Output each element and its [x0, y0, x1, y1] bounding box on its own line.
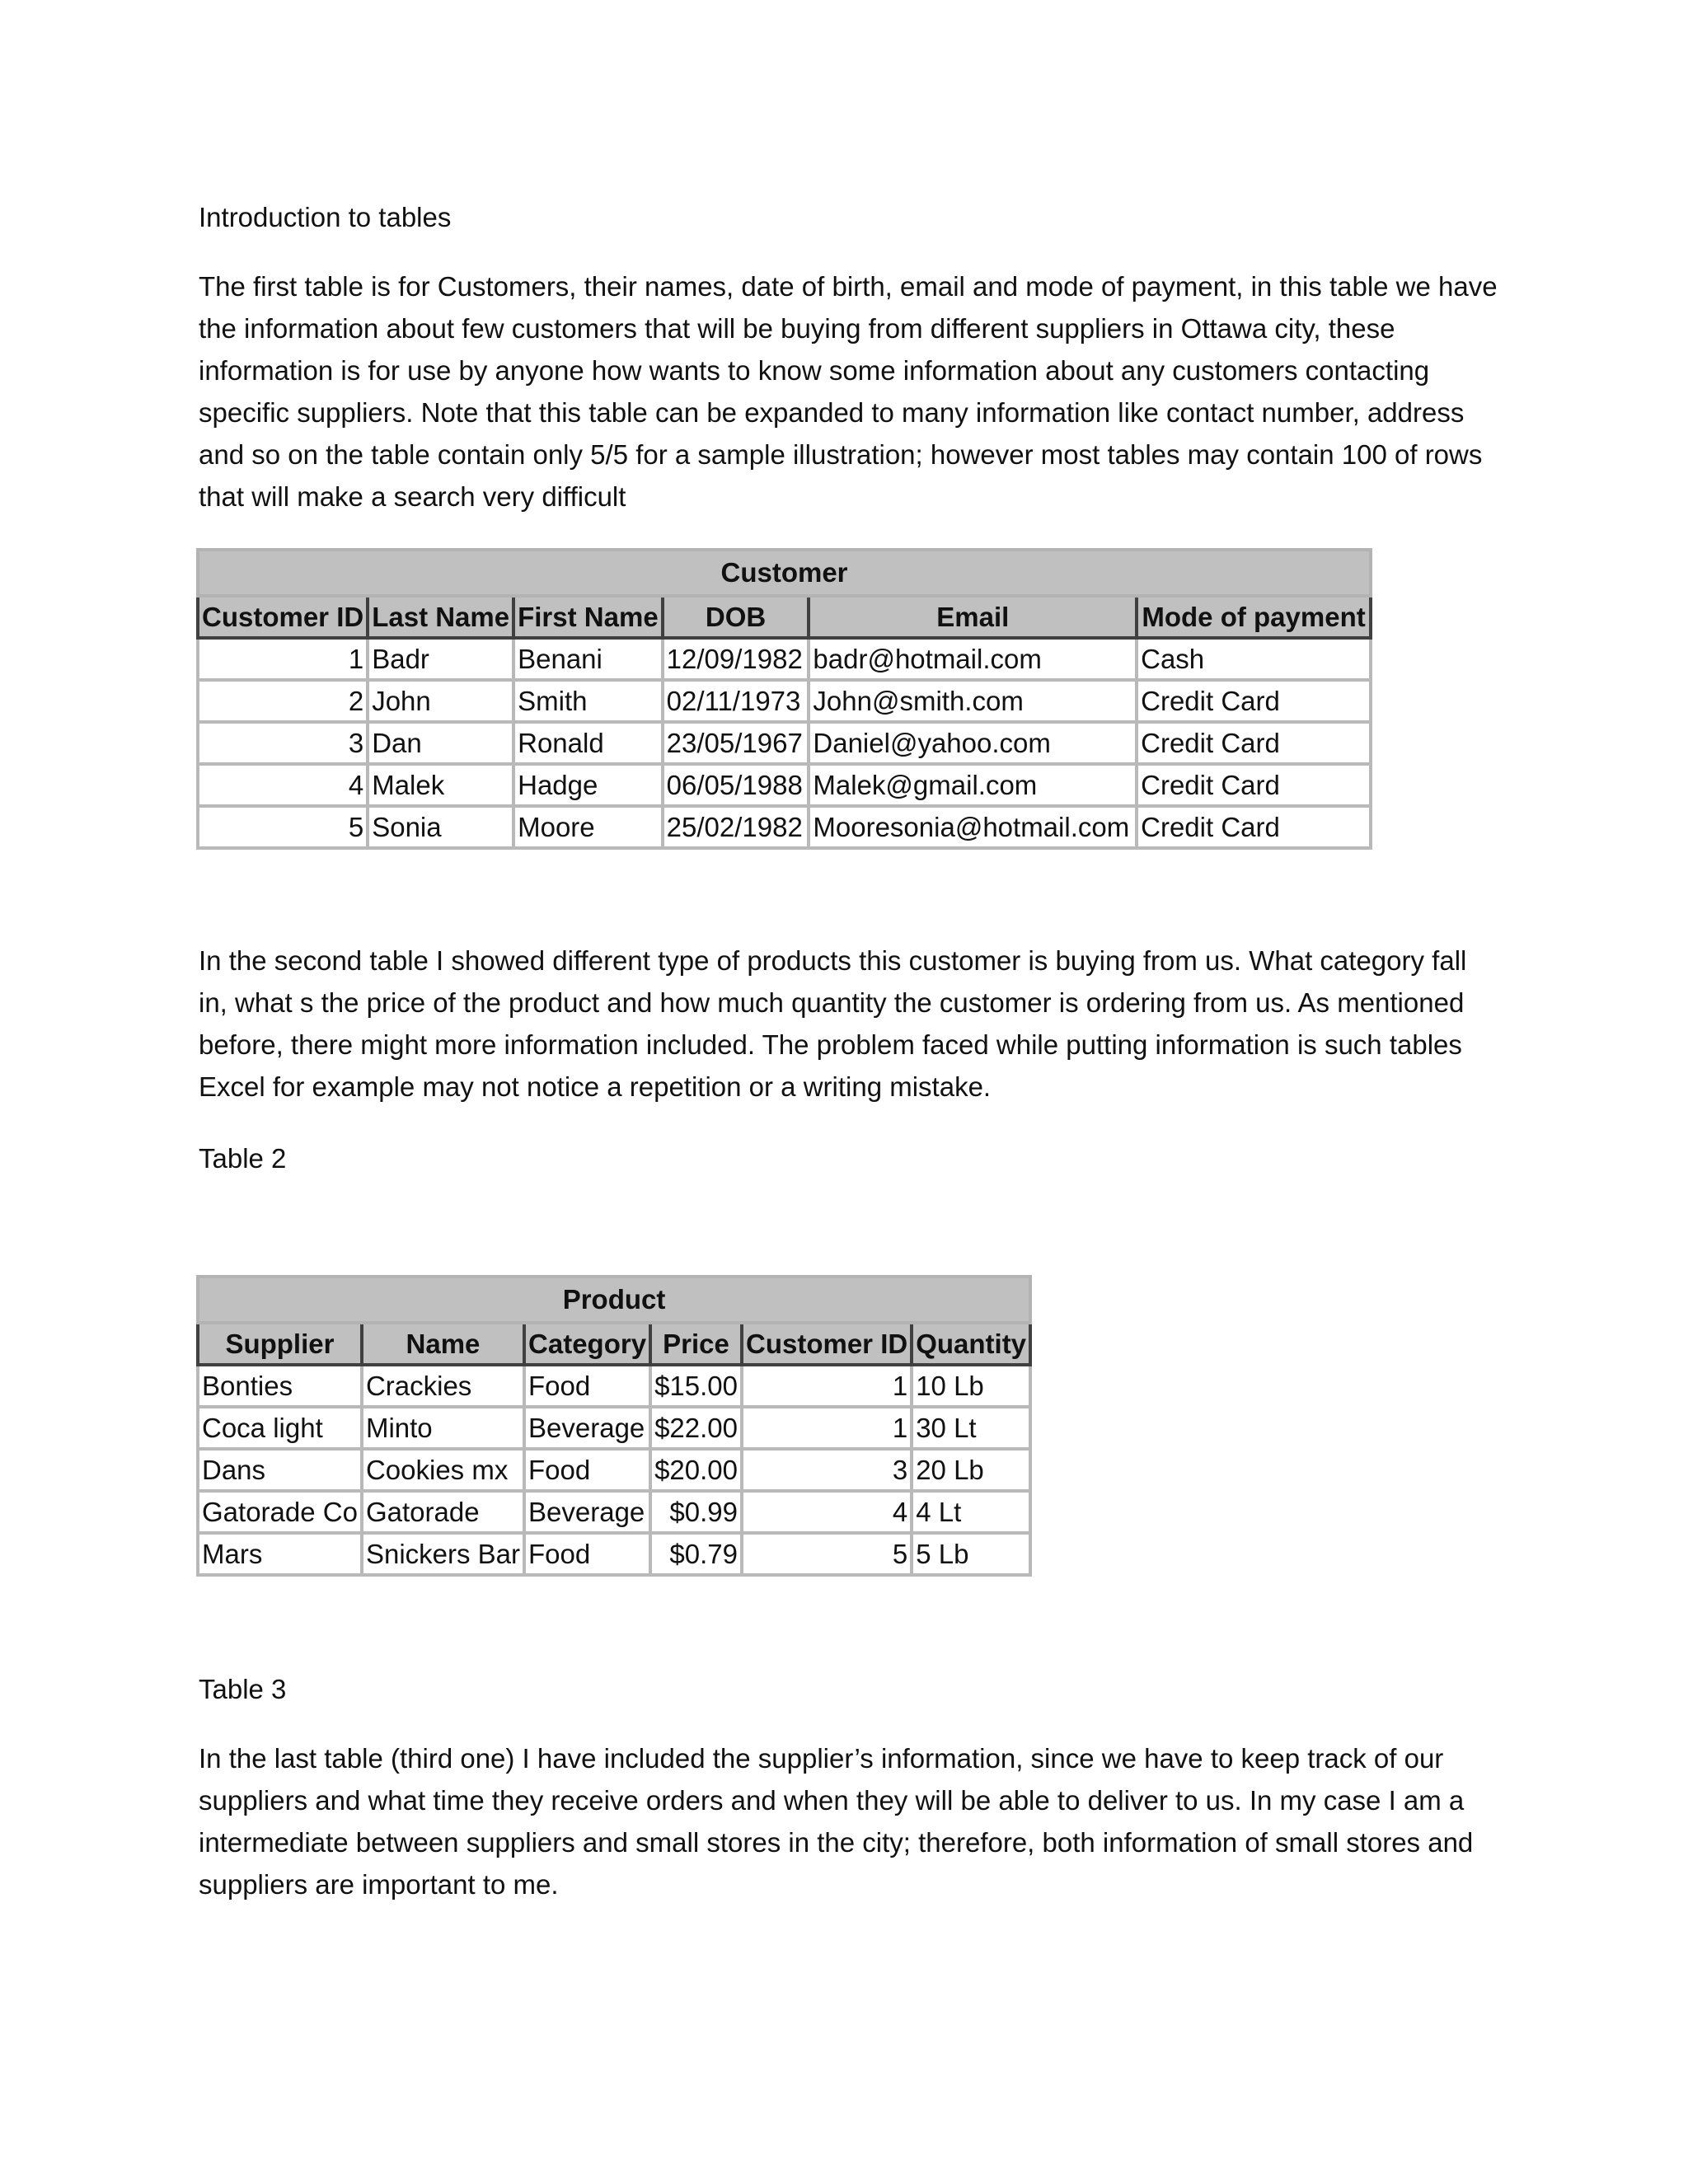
- table-cell: Credit Card: [1137, 806, 1371, 848]
- column-header: Customer ID: [198, 596, 368, 638]
- table-row: [198, 1365, 1030, 1407]
- table-cell: 1: [742, 1407, 912, 1449]
- table-cell: 5 Lb: [912, 1533, 1030, 1575]
- column-header: Email: [809, 596, 1137, 638]
- product-table-title: Product: [198, 1277, 1030, 1323]
- table-cell: 10 Lb: [912, 1365, 1030, 1407]
- table-cell: 02/11/1973: [663, 680, 809, 722]
- table-cell: Credit Card: [1137, 722, 1371, 764]
- table-cell: Smith: [513, 680, 663, 722]
- column-header: Price: [650, 1323, 742, 1365]
- table-cell: 1: [198, 638, 368, 680]
- table-row: [198, 1533, 1030, 1575]
- customer-table-title-row: [198, 550, 1371, 596]
- table-cell: 12/09/1982: [663, 638, 809, 680]
- table-cell: Mooresonia@hotmail.com: [809, 806, 1137, 848]
- table-row: [198, 1449, 1030, 1491]
- table-cell: Gatorade Co: [198, 1491, 362, 1533]
- table-cell: Credit Card: [1137, 764, 1371, 806]
- table-cell: 06/05/1988: [663, 764, 809, 806]
- table-cell: Beverage: [524, 1491, 650, 1533]
- table-cell: Mars: [198, 1533, 362, 1575]
- table-cell: Food: [524, 1365, 650, 1407]
- table-cell: Crackies: [362, 1365, 524, 1407]
- table-cell: 5: [742, 1533, 912, 1575]
- table-cell: $15.00: [650, 1365, 742, 1407]
- table-cell: Food: [524, 1533, 650, 1575]
- table-cell: Moore: [513, 806, 663, 848]
- product-table-title-row: [198, 1277, 1030, 1323]
- table-cell: Food: [524, 1449, 650, 1491]
- table-cell: Bonties: [198, 1365, 362, 1407]
- column-header: Last Name: [368, 596, 513, 638]
- table-cell: Malek: [368, 764, 513, 806]
- table-cell: Hadge: [513, 764, 663, 806]
- table-cell: 3: [742, 1449, 912, 1491]
- table-cell: 4: [742, 1491, 912, 1533]
- column-header: Supplier: [198, 1323, 362, 1365]
- column-header: Mode of payment: [1137, 596, 1371, 638]
- table-cell: Snickers Bar: [362, 1533, 524, 1575]
- column-header: First Name: [513, 596, 663, 638]
- table-row: [198, 806, 1371, 848]
- column-header: Customer ID: [742, 1323, 912, 1365]
- table-cell: 5: [198, 806, 368, 848]
- column-header: DOB: [663, 596, 809, 638]
- table-cell: $0.79: [650, 1533, 742, 1575]
- table-cell: 20 Lb: [912, 1449, 1030, 1491]
- table-2-label: Table 2: [199, 1143, 287, 1174]
- table-cell: 23/05/1967: [663, 722, 809, 764]
- table-row: [198, 1491, 1030, 1533]
- table-row: [198, 638, 1371, 680]
- table-cell: Daniel@yahoo.com: [809, 722, 1137, 764]
- table-cell: Credit Card: [1137, 680, 1371, 722]
- table-cell: Ronald: [513, 722, 663, 764]
- document-heading: Introduction to tables: [199, 202, 452, 232]
- table-cell: Benani: [513, 638, 663, 680]
- column-header: Category: [524, 1323, 650, 1365]
- table-cell: $20.00: [650, 1449, 742, 1491]
- customer-table-header-row: [198, 596, 1371, 638]
- table-3-label: Table 3: [199, 1674, 287, 1704]
- table-cell: 30 Lt: [912, 1407, 1030, 1449]
- column-header: Quantity: [912, 1323, 1030, 1365]
- column-header: Name: [362, 1323, 524, 1365]
- table-cell: 1: [742, 1365, 912, 1407]
- table-row: [198, 680, 1371, 722]
- table-row: [198, 722, 1371, 764]
- second-paragraph: In the second table I showed different type of products this customer is buying from us. What category fall in, what s the price of the product and how much quantity the customer is ordering from us. As mentioned before, there might more information included. The problem faced while putting information is such tables Excel for example may not notice a repetition or a writing mistake.: [199, 945, 1467, 1102]
- table-cell: Coca light: [198, 1407, 362, 1449]
- third-paragraph: In the last table (third one) I have included the supplier’s information, since we have to keep track of our suppliers and what time they receive orders and when they will be able to deliver to us. In my case I am a intermediate between suppliers and small stores in the city; therefore, both information of small stores and suppliers are important to me.: [199, 1743, 1474, 1900]
- table-cell: 4 Lt: [912, 1491, 1030, 1533]
- table-cell: John@smith.com: [809, 680, 1137, 722]
- table-cell: 2: [198, 680, 368, 722]
- table-cell: badr@hotmail.com: [809, 638, 1137, 680]
- product-table-header-row: [198, 1323, 1030, 1365]
- customer-table-title: Customer: [198, 550, 1371, 596]
- table-cell: Cash: [1137, 638, 1371, 680]
- product-table: [196, 1275, 1032, 1577]
- table-cell: Minto: [362, 1407, 524, 1449]
- table-cell: Badr: [368, 638, 513, 680]
- table-row: [198, 764, 1371, 806]
- table-cell: Beverage: [524, 1407, 650, 1449]
- table-cell: Dans: [198, 1449, 362, 1491]
- table-cell: Sonia: [368, 806, 513, 848]
- table-cell: 3: [198, 722, 368, 764]
- table-cell: $0.99: [650, 1491, 742, 1533]
- table-cell: 25/02/1982: [663, 806, 809, 848]
- table-cell: Cookies mx: [362, 1449, 524, 1491]
- table-cell: Malek@gmail.com: [809, 764, 1137, 806]
- table-cell: Gatorade: [362, 1491, 524, 1533]
- intro-paragraph: The first table is for Customers, their names, date of birth, email and mode of payment, in this table we have the information about few customers that will be buying from different suppliers in Ottawa city, these information is for use by anyone how wants to know some information about any customers contacting specific suppliers. Note that this table can be expanded to many information like contact number, address and so on the table contain only 5/5 for a sample illustration; however most tables may contain 100 of rows that will make a search very difficult: [199, 271, 1498, 512]
- customer-table: [196, 548, 1372, 850]
- table-row: [198, 1407, 1030, 1449]
- table-cell: 4: [198, 764, 368, 806]
- table-cell: $22.00: [650, 1407, 742, 1449]
- table-cell: Dan: [368, 722, 513, 764]
- table-cell: John: [368, 680, 513, 722]
